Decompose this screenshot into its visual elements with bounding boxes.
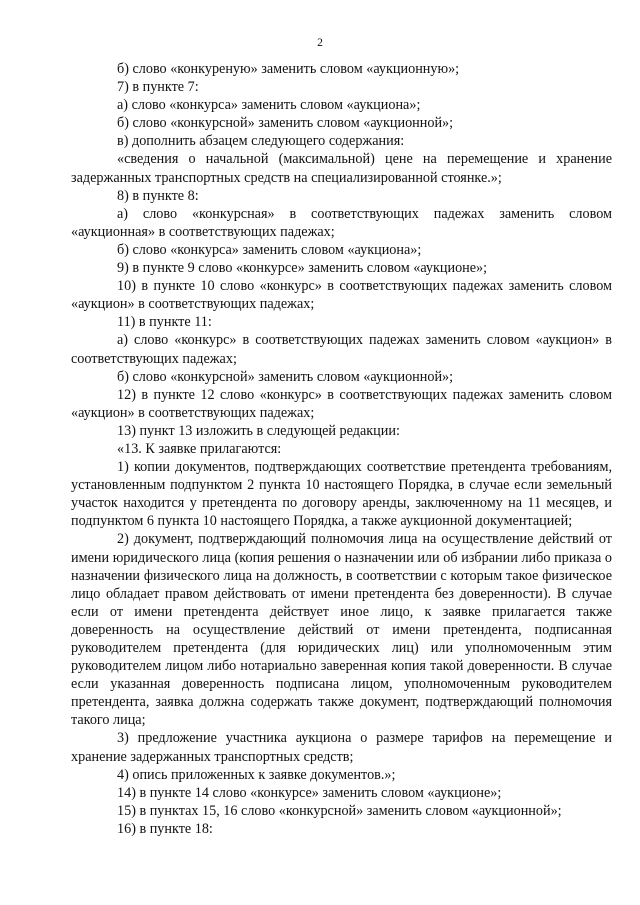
- paragraph: 7) в пункте 7:: [117, 79, 199, 96]
- paragraph: 2) документ, подтверждающий полномочия лица на осуществление действий от имени юридического лица (копия решения о назначении или об избрании либо приказа о назначении физического лица на должность, в соответствии с которым такое физическое лицо обладает правом действовать от имени претендента без доверенности). В случае если от имени претендента действует иное лицо, к заявке прилагается также доверенность на осуществление действий от имени претендента, подписанная руководителем претендента (для юридических лиц) или уполномоченным этим руководителем лицом либо нотариально заверенная копия такой доверенности. В случае если указанная доверенность подписана лицом, уполномоченным руководителем претендента, заявка должна содержать также документ, подтверждающий полномочия такого лица;: [71, 531, 612, 729]
- paragraph: 16) в пункте 18:: [117, 820, 213, 837]
- paragraph: «сведения о начальной (максимальной) цене на перемещение и хранение задержанных транспортных средств на специализированной стоянке.»;: [71, 151, 612, 186]
- paragraph: 12) в пункте 12 слово «конкурс» в соответствующих падежах заменить словом «аукцион» в соответствующих падежах;: [71, 386, 612, 421]
- paragraph: 14) в пункте 14 слово «конкурсе» заменить словом «аукционе»;: [117, 784, 502, 801]
- page-number: 2: [317, 37, 323, 49]
- paragraph: а) слово «конкурса» заменить словом «аукциона»;: [117, 97, 421, 114]
- paragraph: б) слово «конкурсной» заменить словом «аукционной»;: [117, 368, 454, 385]
- paragraph: 8) в пункте 8:: [117, 187, 199, 204]
- paragraph: 3) предложение участника аукциона о размере тарифов на перемещение и хранение задержанных транспортных средств;: [71, 730, 612, 765]
- paragraph: 15) в пунктах 15, 16 слово «конкурсной» заменить словом «аукционной»;: [117, 802, 562, 819]
- paragraph: в) дополнить абзацем следующего содержания:: [117, 133, 405, 150]
- paragraph: 1) копии документов, подтверждающих соответствие претендента требованиям, установленным подпунктом 2 пункта 10 настоящего Порядка, в случае если земельный участок находится у претендента по договору аренды, заключенному на 11 месяцев, и подпунктом 6 пункта 10 настоящего Порядка, а также аукционной документацией;: [71, 459, 612, 530]
- paragraph: а) слово «конкурс» в соответствующих падежах заменить словом «аукцион» в соответствующих падежах;: [71, 332, 612, 367]
- paragraph: 13) пункт 13 изложить в следующей редакции:: [117, 422, 400, 439]
- paragraph: а) слово «конкурсная» в соответствующих падежах заменить словом «аукционная» в соответствующих падежах;: [71, 205, 612, 240]
- paragraph: б) слово «конкуреную» заменить словом «аукционную»;: [117, 61, 460, 77]
- paragraph: 9) в пункте 9 слово «конкурсе» заменить словом «аукционе»;: [117, 260, 488, 277]
- paragraph: «13. К заявке прилагаются:: [117, 440, 282, 457]
- paragraph: 10) в пункте 10 слово «конкурс» в соответствующих падежах заменить словом «аукцион» в соответствующих падежах;: [71, 278, 612, 313]
- paragraph: б) слово «конкурса» заменить словом «аукциона»;: [117, 241, 422, 258]
- paragraph: 11) в пункте 11:: [117, 314, 212, 331]
- paragraph: 4) опись приложенных к заявке документов.»;: [117, 766, 396, 783]
- paragraph: б) слово «конкурсной» заменить словом «аукционной»;: [117, 115, 454, 132]
- document-body: [71, 60, 612, 838]
